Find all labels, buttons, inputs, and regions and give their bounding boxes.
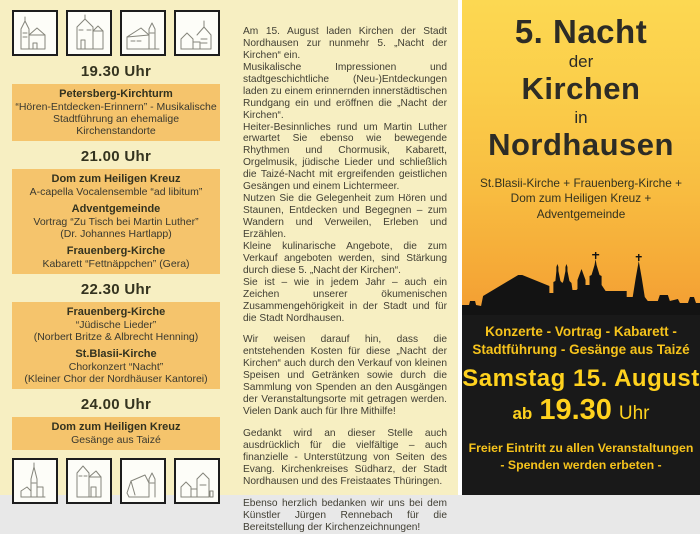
church-sketch-icon	[177, 13, 217, 53]
program-line: Stadtführung - Gesänge aus Taizé	[472, 341, 690, 357]
event-line: (Norbert Britze & Albrecht Henning)	[33, 331, 199, 344]
paragraph: Kleine kulinarische Angebote, die zum Verkauf angeboten werden, sind Stärkung durch diese 5. „Nacht der Kirchen“.	[243, 240, 447, 276]
event-entry	[15, 348, 217, 385]
event-venue: St.Blasii-Kirche	[75, 348, 157, 361]
event-line: (Kleiner Chor der Nordhäuser Kantorei)	[24, 373, 208, 386]
time-heading: 21.00 Uhr	[80, 148, 152, 166]
event-block	[12, 417, 220, 450]
schedule-column	[0, 0, 232, 495]
church-thumbnails-top	[12, 10, 220, 56]
time-heading: 19.30 Uhr	[80, 63, 152, 80]
title-line: Nordhausen	[488, 127, 674, 163]
event-venue: Frauenberg-Kirche	[66, 306, 166, 319]
time-suffix: Uhr	[618, 403, 650, 425]
church-thumbnails-bottom	[12, 458, 220, 504]
event-line: (Dr. Johannes Hartlapp)	[60, 228, 172, 241]
church-thumbnail	[174, 458, 220, 504]
title-line: der	[568, 51, 594, 71]
church-sketch-icon	[177, 461, 217, 501]
event-line: Kabarett “Fettnäppchen” (Gera)	[42, 258, 190, 271]
poster-column	[462, 0, 700, 495]
event-entry	[15, 203, 217, 240]
event-date: Samstag 15. August	[462, 365, 700, 393]
venue-line: St.Blasii-Kirche + Frauenberg-Kirche +	[480, 175, 682, 190]
venues-list	[462, 176, 700, 222]
info-band	[462, 315, 700, 495]
event-line: Stadtführung an ehemalige Kirchenstandorte	[52, 112, 180, 138]
event-line: Gesänge aus Taizé	[71, 434, 161, 447]
donation-note: - Spenden werden erbeten -	[500, 458, 662, 473]
church-thumbnail	[120, 10, 166, 56]
event-entry	[15, 88, 217, 137]
venue-line: Adventgemeinde	[536, 206, 626, 221]
paragraph: Am 15. August laden Kirchen der Stadt Nordhausen zur nunmehr 5. „Nacht der Kirchen“ ein.	[243, 26, 447, 61]
event-block	[12, 84, 220, 141]
event-line: Chorkonzert “Nacht”	[68, 361, 164, 374]
paragraph: Musikalische Impressionen und stadtgeschichtliche (Neu-)Entdeckungen laden zu einem erinnernden innerstädtischen Rundgang ein und eröffnen die „Nacht der Kirchen“.	[243, 61, 447, 121]
event-venue: Adventgemeinde	[71, 203, 161, 216]
event-venue: Dom zum Heiligen Kreuz	[51, 421, 181, 434]
event-line: Vortrag “Zu Tisch bei Martin Luther”	[33, 215, 199, 228]
church-sketch-icon	[69, 461, 109, 501]
event-entry	[15, 306, 217, 343]
event-venue: Petersberg-Kirchturm	[59, 88, 173, 100]
intro-text-column	[232, 0, 458, 533]
church-sketch-icon	[15, 13, 55, 53]
paragraph: Wir weisen darauf hin, dass die entstehenden Kosten für diese „Nacht der Kirchen“ auch durch den Verkauf von kleinen Speisen und Getränken sowie durch die Sammlung von Spenden an den Ausgängen der Veranstaltungsorte mit getragen werden. Vielen Dank auch für Ihre Mithilfe!	[243, 334, 447, 418]
admission-note: Freier Eintritt zu allen Veranstaltungen	[468, 441, 694, 456]
event-time	[462, 394, 700, 427]
event-line: A-capella Vocalensemble “ad libitum”	[29, 186, 203, 199]
event-entry	[15, 421, 217, 446]
event-block	[12, 169, 220, 274]
venue-line: Dom zum Heiligen Kreuz +	[510, 191, 652, 206]
title-line: 5. Nacht	[514, 13, 648, 50]
church-skyline-silhouette	[462, 252, 700, 316]
paragraph: Gedankt wird an dieser Stelle auch ausdrücklich für die vielfältige – auch finanzielle - Unterstützung von Seiten des Evang. Kirchenkreises Südharz, der Stadt Nordhausen und des Freistaates Thüringen.	[243, 428, 447, 487]
church-thumbnail	[12, 10, 58, 56]
paragraph: Heiter-Besinnliches rund um Martin Luther erwartet Sie ebenso wie bewegende Rhythmen und Chormusik, Kabarett, Orgelmusik, jüdische Lieder und schließlich die Taizé-Nacht mit ergreifenden geistlichen Gesängen und einem Lichtermeer.	[243, 121, 447, 193]
paragraph: Sie ist – wie in jedem Jahr – auch ein Zeichen unserer ökumenischen Zusammengehörigkeit in der Stadt und für die Stadt Nordhausen.	[243, 276, 447, 324]
poster-title-panel	[462, 0, 700, 252]
church-sketch-icon	[123, 461, 163, 501]
paragraph: Ebenso herzlich bedanken wir uns bei dem Künstler Jürgen Rennebach für die Bereitstellung der Kirchenzeichnungen!	[243, 497, 447, 533]
paragraph: Nutzen Sie die Gelegenheit zum Hören und Staunen, Entdecken und Begegnen – zum Wandern und Verweilen, Erleben und Erzählen.	[243, 193, 447, 240]
event-venue: Dom zum Heiligen Kreuz	[51, 173, 181, 186]
church-sketch-icon	[69, 13, 109, 53]
church-thumbnail	[12, 458, 58, 504]
title-line: Kirchen	[521, 71, 641, 107]
church-sketch-icon	[123, 13, 163, 53]
church-thumbnail	[174, 10, 220, 56]
time-heading: 24.00 Uhr	[80, 396, 152, 414]
program-line: Konzerte - Vortrag - Kabarett -	[485, 324, 677, 339]
church-thumbnail	[120, 458, 166, 504]
church-thumbnail	[66, 10, 112, 56]
event-venue: Frauenberg-Kirche	[66, 245, 166, 258]
event-entry	[15, 173, 217, 198]
title-line: in	[574, 107, 588, 127]
time-value: 19.30	[539, 394, 612, 427]
event-block	[12, 302, 220, 389]
event-entry	[15, 245, 217, 270]
time-heading: 22.30 Uhr	[80, 281, 152, 299]
church-sketch-icon	[15, 461, 55, 501]
church-thumbnail	[66, 458, 112, 504]
time-prefix: ab	[512, 404, 533, 424]
event-line: “Hören-Entdecken-Erinnern” - Musikalische	[15, 100, 217, 113]
event-line: “Jüdische Lieder”	[75, 318, 157, 331]
